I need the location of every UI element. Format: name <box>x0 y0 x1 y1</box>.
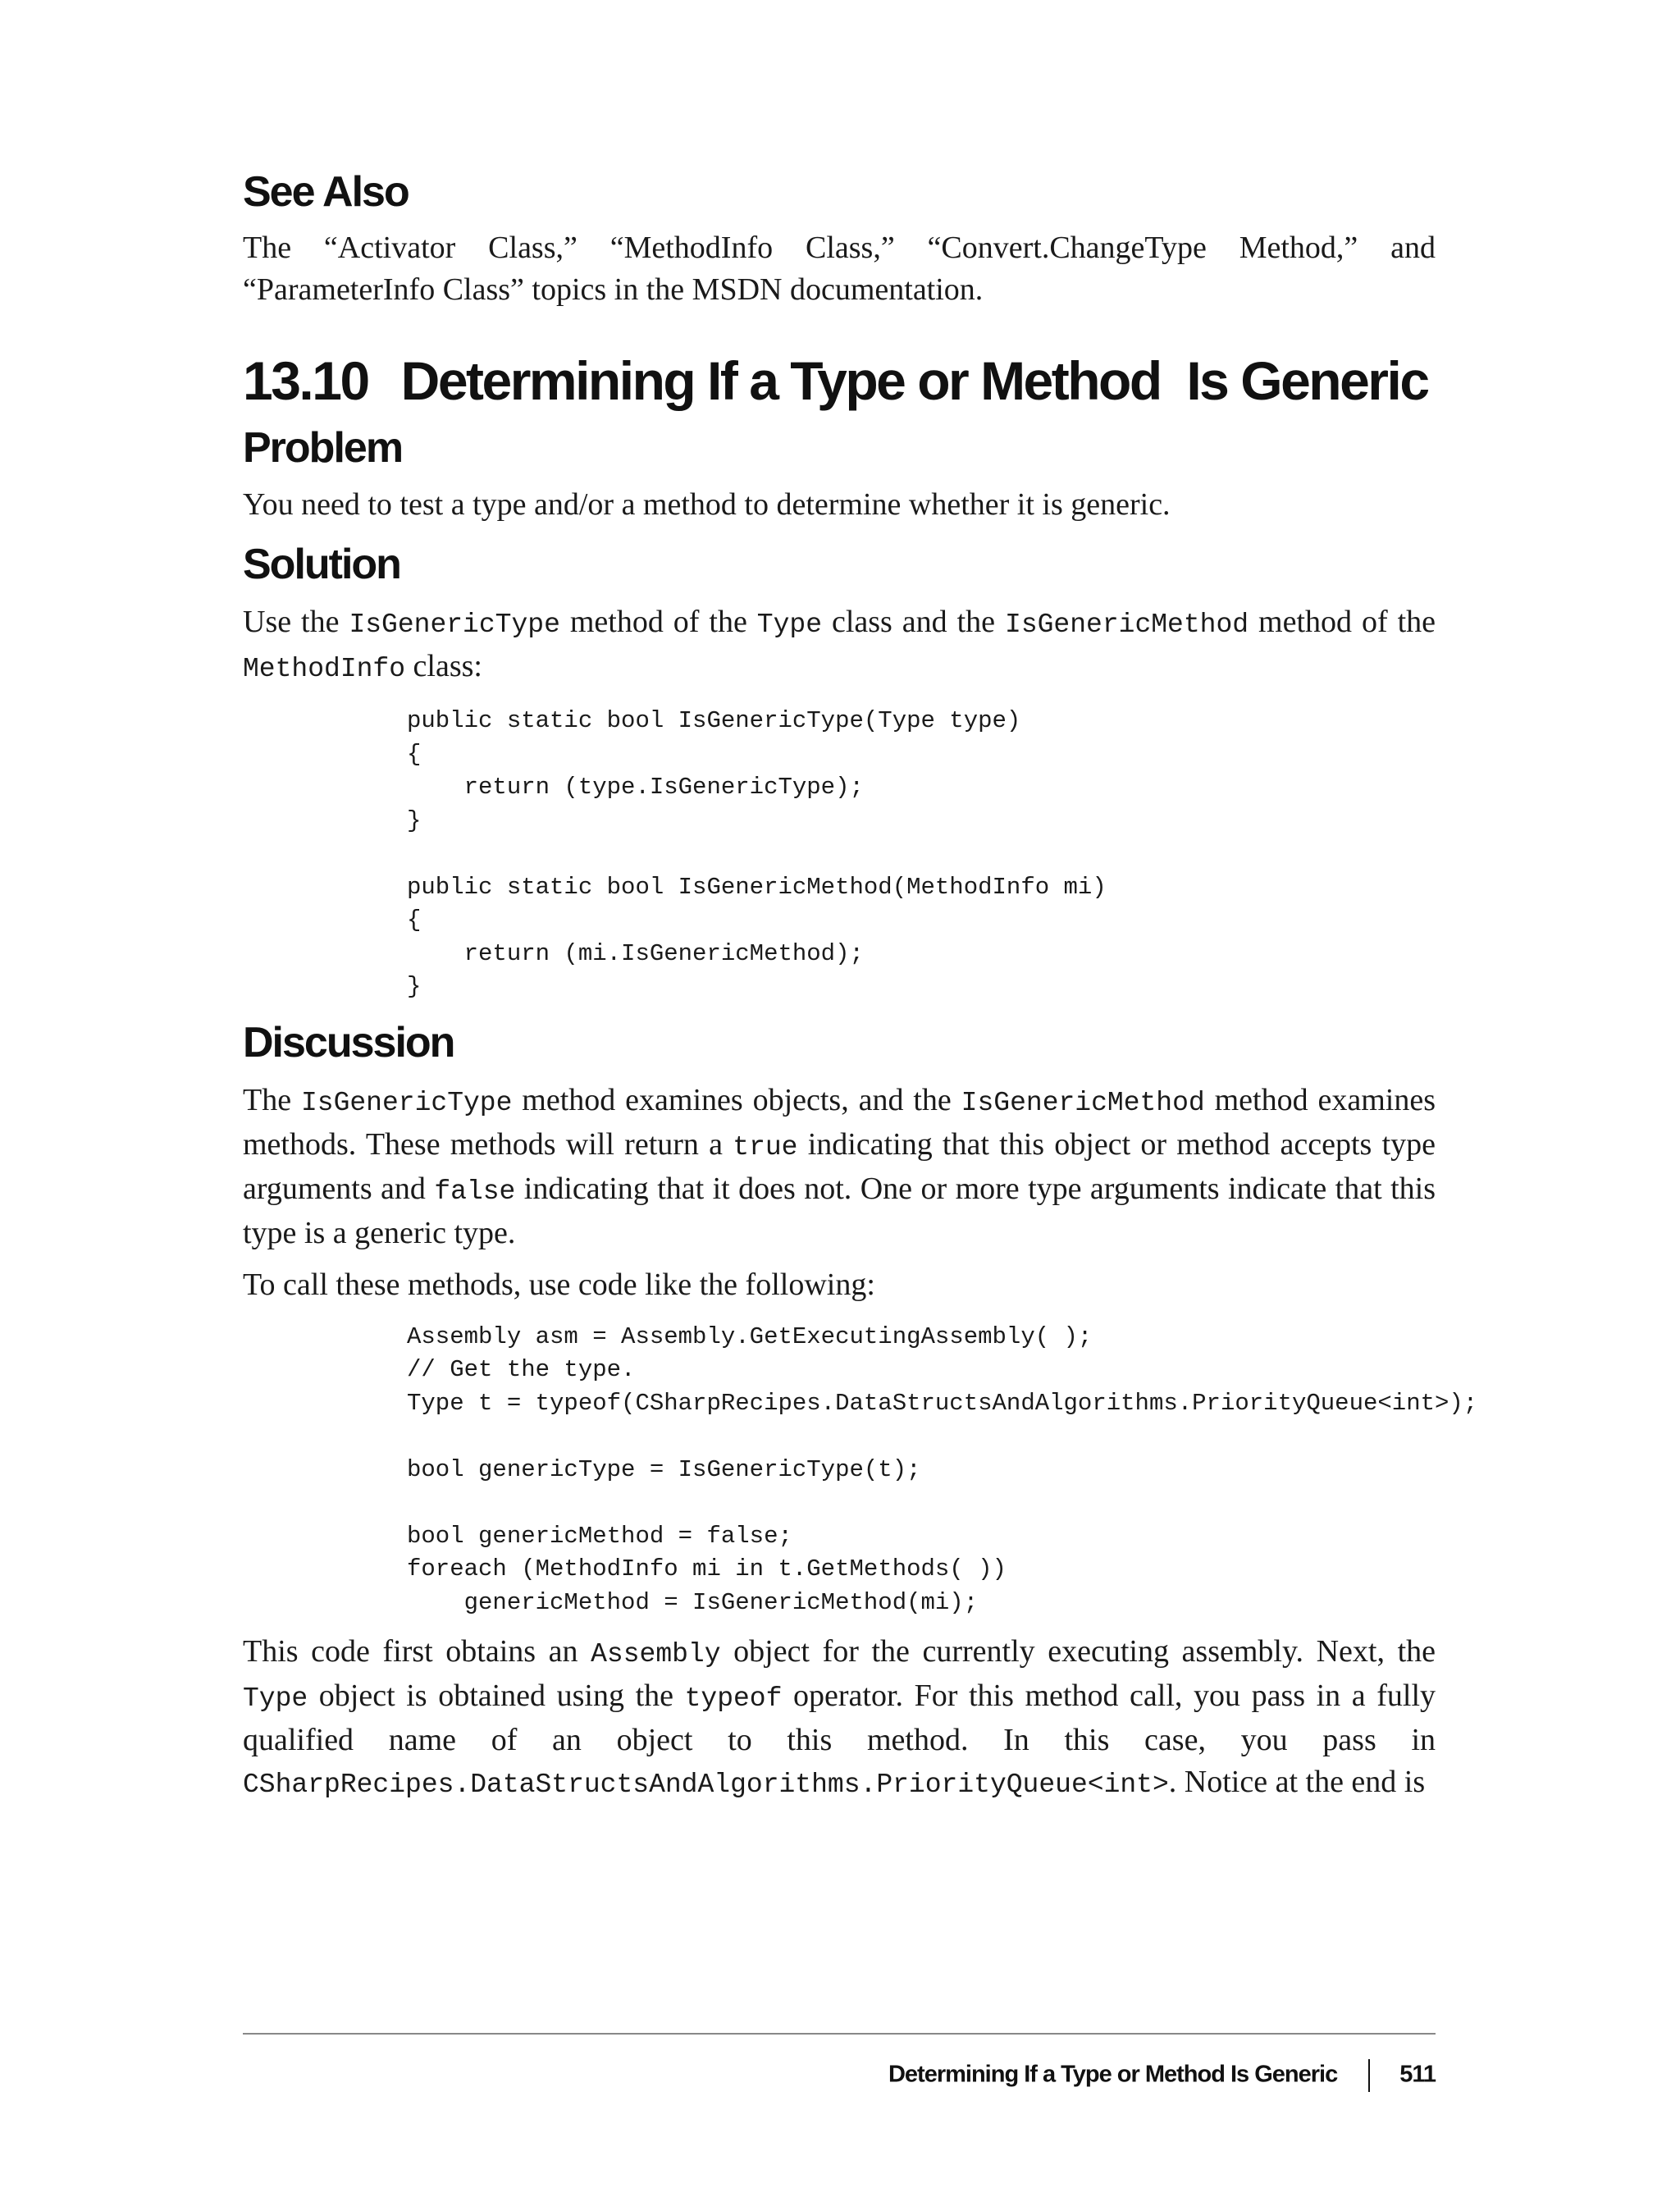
text-run: object is obtained using the <box>308 1678 685 1714</box>
inline-code: CSharpRecipes.DataStructsAndAlgorithms.PriorityQueue<int> <box>243 1770 1169 1801</box>
text-run: class: <box>405 649 482 684</box>
solution-code-block: public static bool IsGenericType(Type type) { return (type.IsGenericType); } public static bool IsGenericMethod(MethodInfo mi) { return (mi.IsGenericMethod); } <box>407 707 1107 1001</box>
inline-code: typeof <box>684 1683 783 1715</box>
inline-code: Type <box>243 1683 308 1715</box>
inline-code: Assembly <box>591 1639 721 1670</box>
text-run: operator. For this method call, you pass in a fully qualified name of an object to this method. In this case, you pass in <box>243 1678 1436 1758</box>
footer-separator <box>1368 2059 1370 2092</box>
page-footer <box>243 2033 1436 2088</box>
inline-code: IsGenericMethod <box>1005 610 1249 641</box>
text-run: Use the <box>243 605 349 640</box>
recipe-number: 13.10 <box>243 349 368 411</box>
text-run: class and the <box>822 605 1006 640</box>
inline-code: Type <box>756 610 823 641</box>
footer-text <box>888 2059 1436 2092</box>
text-run: method examines methods. These methods will return a <box>243 1082 1436 1162</box>
running-head: Determining If a Type or Method Is Generic <box>888 2061 1338 2088</box>
recipe-title <box>243 350 1436 413</box>
text-run: This code first obtains an <box>243 1634 591 1669</box>
inline-code: IsGenericType <box>300 1087 513 1118</box>
discussion-paragraph-1 <box>243 1080 1436 1254</box>
discussion-code-block: Assembly asm = Assembly.GetExecutingAssembly( ); // Get the type. Type t = typeof(CSharpRecipes.DataStructsAndAlgorithms.PriorityQueue<int>); bool genericType = IsGenericType(t); bool genericMethod = false; foreach (MethodInfo mi in t.GetMethods( )) genericMethod = IsGenericMethod(mi); <box>407 1322 1478 1616</box>
solution-intro <box>243 601 1436 690</box>
page-content <box>243 168 1478 1806</box>
text-run: object for the currently executing assembly. Next, the <box>720 1634 1436 1669</box>
text-run: . Notice at the end is <box>1168 1765 1426 1800</box>
see-also-heading: See Also <box>243 168 409 216</box>
see-also-text: The “Activator Class,” “MethodInfo Class,” “Convert.ChangeType Method,” and “ParameterInfo Class” topics in the MSDN documentation. <box>243 230 1436 307</box>
inline-code: true <box>733 1131 798 1162</box>
inline-code: false <box>434 1176 516 1207</box>
recipe-title-text: Determining If a Type or Method Is Generic <box>400 349 1428 411</box>
discussion-paragraph-3 <box>243 1631 1436 1806</box>
text-run: The <box>243 1082 301 1117</box>
text-run: indicating that it does not. One or more type arguments indicate that this type is a generic type. <box>243 1171 1436 1250</box>
text-run: method of the <box>559 605 757 640</box>
text-run: method examines objects, and the <box>512 1082 961 1117</box>
solution-heading: Solution <box>243 541 400 589</box>
problem-text: You need to test a type and/or a method to determine whether it is generic. <box>243 487 1171 523</box>
text-run: method of the <box>1249 605 1436 640</box>
page-number: 511 <box>1399 2061 1436 2088</box>
discussion-paragraph-2: To call these methods, use code like the following: <box>243 1267 875 1302</box>
inline-code: IsGenericType <box>349 610 560 641</box>
inline-code: MethodInfo <box>243 654 406 685</box>
discussion-heading: Discussion <box>243 1018 454 1066</box>
problem-heading: Problem <box>243 423 403 472</box>
text-run: indicating that this object or method accepts type arguments and <box>243 1126 1436 1206</box>
inline-code: IsGenericMethod <box>961 1087 1205 1118</box>
